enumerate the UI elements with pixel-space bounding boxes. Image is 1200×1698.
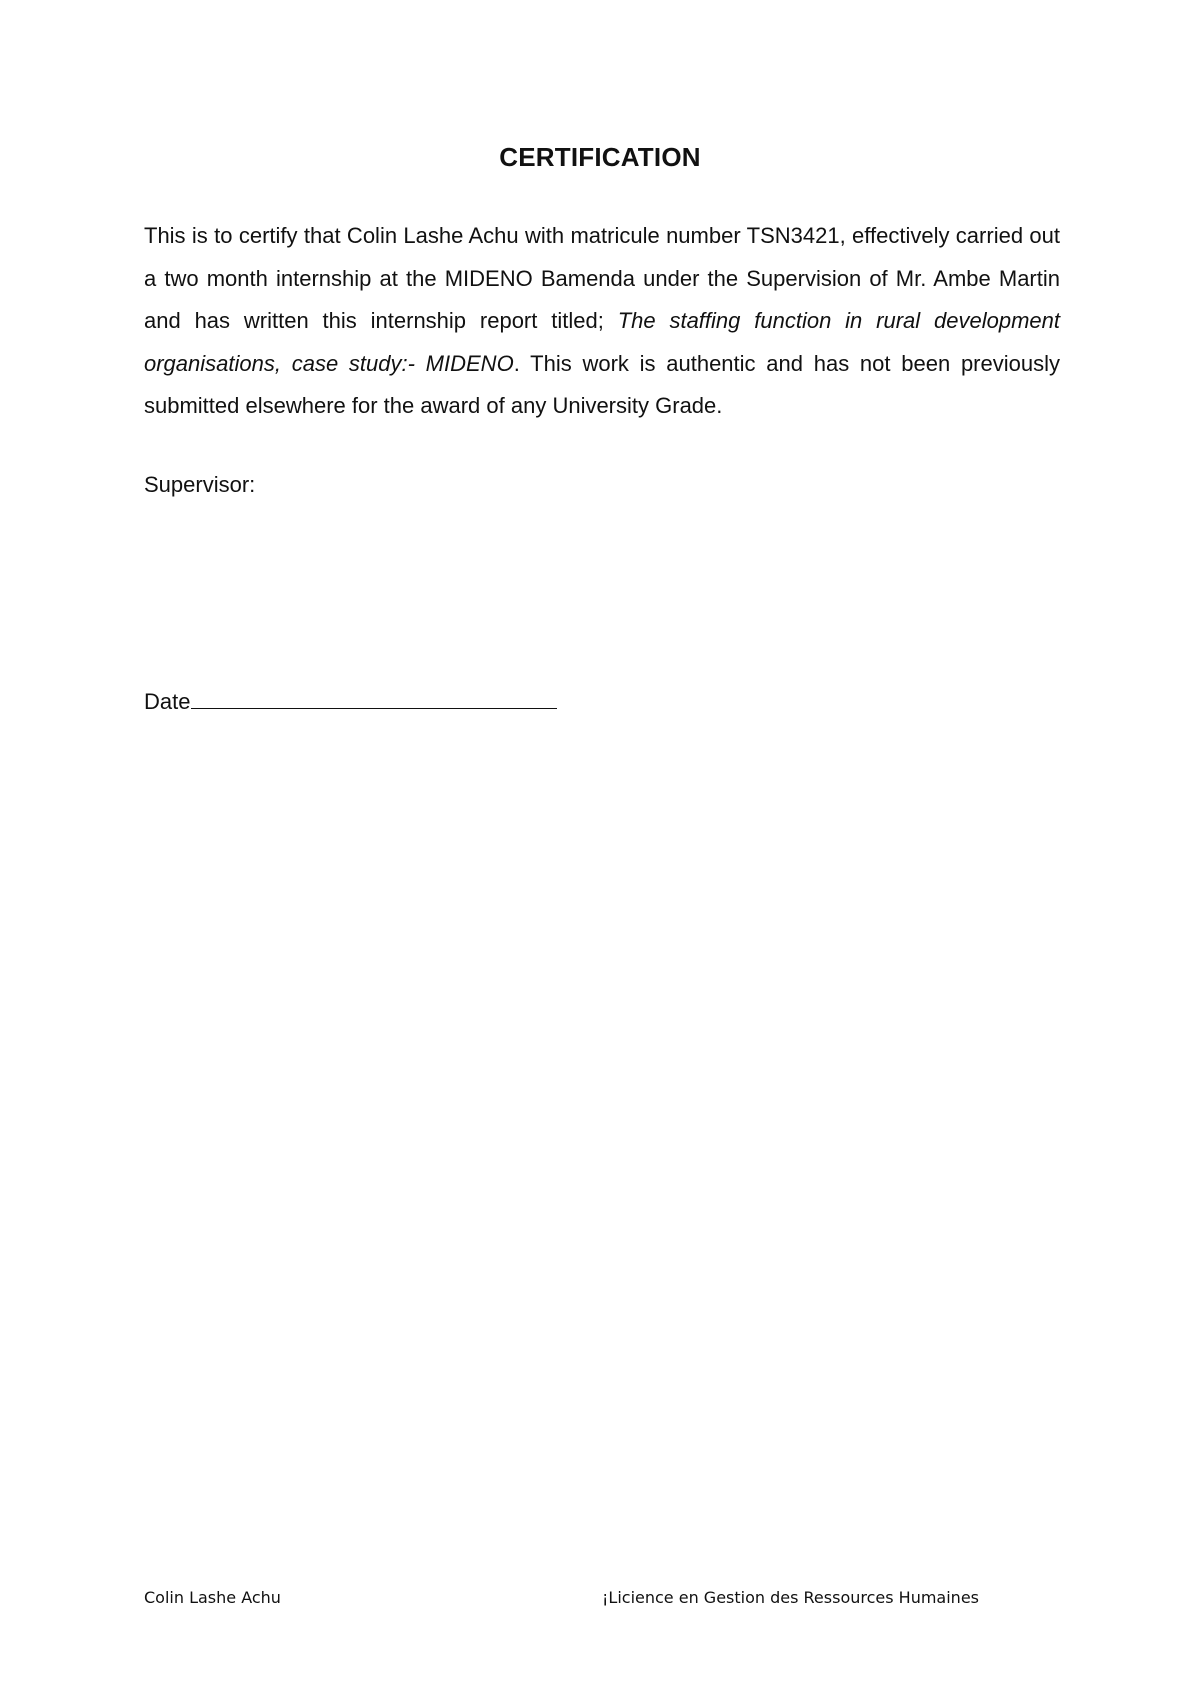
paragraph-text-part2: . This work is authentic and has not been previously submitted elsewhere for the award of any University Grade. bbox=[144, 350, 1060, 418]
date-field bbox=[144, 684, 557, 715]
paragraph-text-part1: This is to certify that Colin Lashe Achu with matricule number TSN3421, effectively carried out a two month internship at the MIDENO Bamenda under the Supervision of Mr. Ambe Martin and has written this internship report titled; bbox=[144, 223, 1060, 333]
footer-degree: ¡Licience en Gestion des Ressources Humaines bbox=[602, 1588, 979, 1607]
page-title: CERTIFICATION bbox=[499, 142, 701, 172]
certification-paragraph bbox=[144, 215, 1060, 428]
date-label: Date bbox=[144, 689, 191, 714]
supervisor-label: Supervisor: bbox=[144, 472, 256, 497]
report-title: The staffing function in rural development organisations, case study:- MIDENO bbox=[144, 308, 1060, 376]
date-signature-line bbox=[191, 684, 557, 709]
footer-author: Colin Lashe Achu bbox=[144, 1588, 281, 1607]
